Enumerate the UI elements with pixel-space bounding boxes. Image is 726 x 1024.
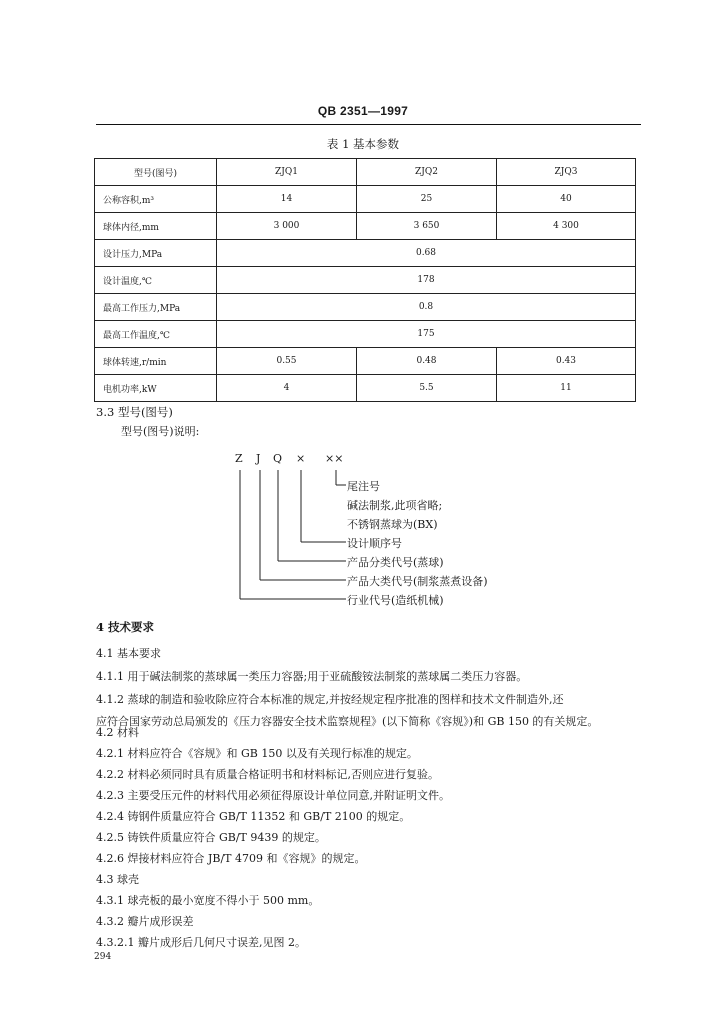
label-suffix: 尾注号 [347,480,380,493]
table-row [95,321,636,348]
table-row [95,348,636,375]
text-line: 4.2 材料 [96,726,139,739]
section-4-heading: 4 技术要求 [96,620,155,634]
label-industry: 行业代号(造纸机械) [347,594,444,607]
column-header: ZJQ3 [497,159,636,186]
table-cell: 4 300 [497,213,636,240]
column-header: 型号(图号) [95,159,217,186]
text-line: 4.1.2 蒸球的制造和验收除应符合本标准的规定,并按经规定程序批准的图样和技术文件制造外,还 [96,693,564,706]
header-rule [96,124,641,125]
column-header: ZJQ2 [357,159,497,186]
table-cell-merged: 0.68 [217,240,636,267]
table-cell: 4 [217,375,357,402]
table-row [95,375,636,402]
table-caption: 表 1 基本参数 [326,137,400,151]
text-line: 4.1.1 用于碱法制浆的蒸球属一类压力容器;用于亚硫酸铵法制浆的蒸球属二类压力容器。 [96,670,528,683]
code-letter-j: J [256,452,261,465]
page-number: 294 [94,952,112,962]
table-cell: 3 000 [217,213,357,240]
table-cell-merged: 175 [217,321,636,348]
label-product-sub: 产品分类代号(蒸球) [347,556,444,569]
table-cell: 40 [497,186,636,213]
table-row [95,186,636,213]
row-label: 设计温度,℃ [95,267,217,294]
table-cell-merged: 0.8 [217,294,636,321]
text-line: 应符合国家劳动总局颁发的《压力容器安全技术监察规程》(以下简称《容规》)和 GB 150 的有关规定。 [96,715,599,728]
text-line: 4.3.2 瓣片成形误差 [96,915,194,928]
code-letter-design-seq: × [296,452,306,465]
text-line: 4.2.1 材料应符合《容规》和 GB 150 以及有关现行标准的规定。 [96,747,418,760]
table-cell: 5.5 [357,375,497,402]
table-row [95,213,636,240]
text-line: 4.2.3 主要受压元件的材料代用必须征得原设计单位同意,并附证明文件。 [96,789,450,802]
label-suffix-note1: 碱法制浆,此项省略; [347,499,443,512]
parameters-table [94,158,636,402]
row-label: 公称容积,m³ [95,186,217,213]
text-line: 4.2.6 焊接材料应符合 JB/T 4709 和《容规》的规定。 [96,852,366,865]
label-design-seq: 设计顺序号 [347,537,402,550]
row-label: 最高工作温度,℃ [95,321,217,348]
row-label: 设计压力,MPa [95,240,217,267]
text-line: 4.3.2.1 瓣片成形后几何尺寸误差,见图 2。 [96,936,306,949]
table-cell: 14 [217,186,357,213]
row-label: 球体内径,mm [95,213,217,240]
table-cell: 11 [497,375,636,402]
table-cell: 0.43 [497,348,636,375]
code-letter-z: Z [235,452,243,465]
label-suffix-note2: 不锈钢蒸球为(BX) [347,518,438,531]
section-3-3-heading: 3.3 型号(图号) [96,405,173,419]
row-label: 电机功率,kW [95,375,217,402]
model-intro: 型号(图号)说明: [121,425,200,438]
code-letter-q: Q [273,452,283,465]
table-row [95,267,636,294]
label-product-major: 产品大类代号(制浆蒸煮设备) [347,575,488,588]
row-label: 球体转速,r/min [95,348,217,375]
table-cell-merged: 178 [217,267,636,294]
text-line: 4.3 球壳 [96,873,139,886]
table-cell: 3 650 [357,213,497,240]
table-row [95,240,636,267]
table-cell: 0.48 [357,348,497,375]
table-cell: 0.55 [217,348,357,375]
text-line: 4.2.4 铸钢件质量应符合 GB/T 11352 和 GB/T 2100 的规定。 [96,810,411,823]
text-line: 4.3.1 球壳板的最小宽度不得小于 500 mm。 [96,894,320,907]
text-line: 4.2.5 铸铁件质量应符合 GB/T 9439 的规定。 [96,831,326,844]
table-row [95,294,636,321]
table-cell: 25 [357,186,497,213]
text-line: 4.2.2 材料必须同时具有质量合格证明书和材料标记,否则应进行复验。 [96,768,439,781]
table-header-row [95,159,636,186]
row-label: 最高工作压力,MPa [95,294,217,321]
text-line: 4.1 基本要求 [96,647,161,660]
column-header: ZJQ1 [217,159,357,186]
code-letter-suffix: ×× [325,452,344,465]
model-code-diagram [230,452,550,607]
standard-header: QB 2351—1997 [317,104,409,118]
